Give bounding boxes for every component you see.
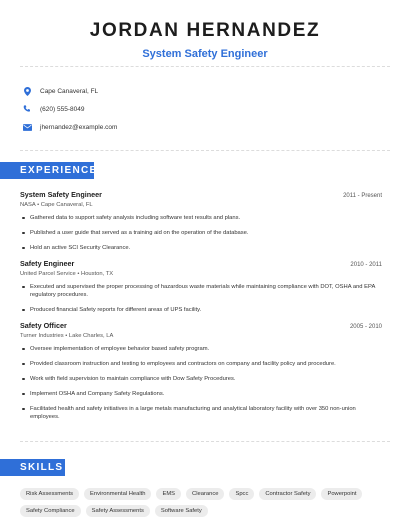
- contact-email: [22, 118, 117, 136]
- contact-list: [22, 82, 117, 136]
- contact-divider: [20, 150, 390, 151]
- skill-chip: Environmental Health: [84, 488, 151, 500]
- skill-chip: Safety Assessments: [86, 505, 150, 517]
- experience-heading: EXPERIENCE: [0, 162, 94, 179]
- job-company: United Parcel Service: [20, 271, 76, 277]
- job-dates: 2010 - 2011: [350, 262, 382, 268]
- location-pin-icon: [22, 86, 32, 96]
- skill-chip: Spcc: [229, 488, 254, 500]
- job-company: Turner Industries: [20, 333, 64, 339]
- job-bullets: [20, 345, 382, 421]
- job-title: Safety Engineer: [20, 259, 75, 268]
- envelope-icon: [22, 122, 32, 132]
- job-bullet: Produced financial Safety reports for different areas of UPS facility.: [20, 306, 382, 314]
- job-bullet: Work with field supervision to maintain compliance with Dow Safety Procedures.: [20, 375, 382, 383]
- skill-chip: Contractor Safety: [259, 488, 316, 500]
- skill-chip: EMS: [156, 488, 181, 500]
- phone-icon: [22, 104, 32, 114]
- email-text: jhernandez@example.com: [40, 123, 118, 131]
- skill-chip: Software Safety: [155, 505, 208, 517]
- job-dates: 2011 - Present: [343, 193, 382, 199]
- resume-header: [0, 20, 410, 60]
- job-bullet: Oversee implementation of employee behavior based safety program.: [20, 345, 382, 353]
- skills-list: [20, 488, 390, 517]
- job-location: Cape Canaveral, FL: [40, 202, 93, 208]
- job-entry: [20, 259, 382, 314]
- job-organization: Turner Industries • Lake Charles, LA: [20, 333, 114, 339]
- job-dates: 2005 - 2010: [349, 324, 382, 330]
- skill-chip: Clearance: [186, 488, 224, 500]
- job-title: System Safety Engineer: [20, 190, 102, 199]
- job-organization: United Parcel Service • Houston, TX: [20, 271, 114, 277]
- experience-divider: [20, 441, 390, 442]
- job-entry: [20, 190, 382, 252]
- job-bullets: [20, 283, 382, 314]
- skill-chip: Risk Assessments: [20, 488, 79, 500]
- job-company: NASA: [20, 202, 36, 208]
- candidate-name: JORDAN HERNANDEZ: [89, 20, 321, 41]
- job-location: Lake Charles, LA: [68, 333, 114, 339]
- contact-location: [22, 82, 117, 100]
- job-bullet: Implement OSHA and Company Safety Regulations.: [20, 390, 382, 398]
- job-bullet: Published a user guide that served as a training aid on the operation of the database.: [20, 229, 382, 237]
- job-title: Safety Officer: [20, 321, 67, 330]
- job-organization: NASA • Cape Canaveral, FL: [20, 202, 93, 208]
- location-text: Cape Canaveral, FL: [40, 87, 99, 95]
- job-bullet: Provided classroom instruction and testing to employees and contractors on company and facility policy and procedure.: [20, 360, 382, 368]
- skill-chip: Powerpoint: [321, 488, 362, 500]
- job-bullet: Facilitated health and safety initiatives in a large metals manufacturing and analytical laboratory facility with over 350 non-union employees.: [20, 405, 382, 421]
- contact-phone: [22, 100, 117, 118]
- job-bullet: Hold an active SCI Security Clearance.: [20, 244, 382, 252]
- candidate-role: System Safety Engineer: [142, 48, 268, 60]
- skill-chip: Safety Compliance: [20, 505, 81, 517]
- header-divider: [20, 66, 390, 67]
- skills-heading: SKILLS: [0, 459, 65, 476]
- job-bullet: Gathered data to support safety analysis including software test results and plans.: [20, 214, 382, 222]
- experience-list: [20, 190, 382, 428]
- job-location: Houston, TX: [81, 271, 114, 277]
- phone-text: (620) 555-8049: [40, 105, 85, 113]
- job-bullets: [20, 214, 382, 252]
- job-entry: [20, 321, 382, 421]
- job-bullet: Executed and supervised the proper processing of hazardous waste materials while maintaining compliance with DOT, OSHA and EPA regulatory procedures.: [20, 283, 382, 299]
